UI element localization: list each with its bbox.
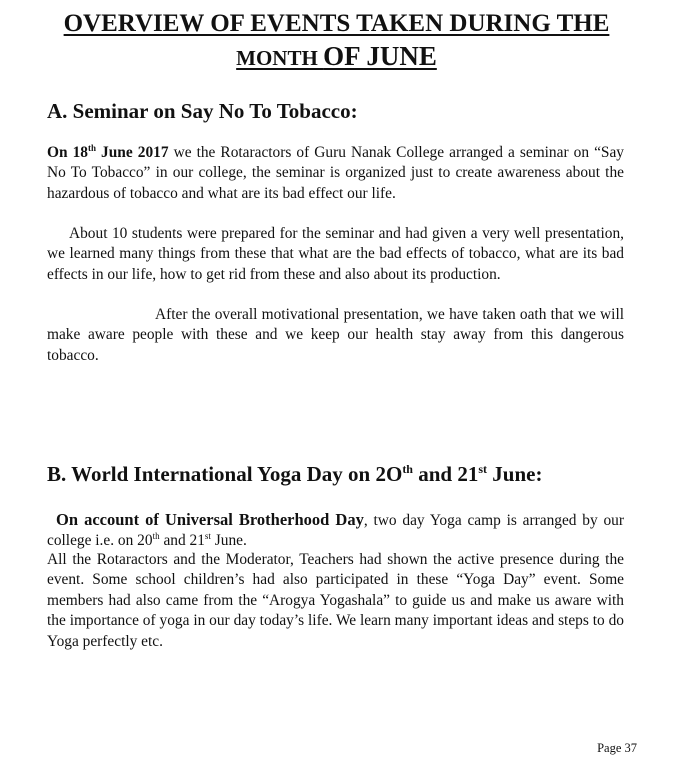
section-b-title-part-1: B. World International Yoga Day on 2O <box>47 462 403 486</box>
section-b-colon: : <box>535 462 543 486</box>
section-a-letter: A <box>47 99 63 123</box>
section-a-colon: : <box>350 99 358 123</box>
section-b-p1-text-b: and 21 <box>159 532 205 550</box>
title-of-june-text: OF JUNE <box>323 41 437 71</box>
section-b-lead: On account of Universal Brotherhood Day <box>56 510 364 529</box>
section-b-ordinal-1: th <box>402 462 413 476</box>
section-a-paragraph-3: After the overall motivational presentation, we have taken oath that we will make aware people with these and we keep our health stay away from this dangerous tobacco. <box>47 306 624 364</box>
section-b-p1-ordinal-2: st <box>204 531 211 542</box>
section-b-heading <box>47 461 542 487</box>
section-b-p1-text-a: , two day Yoga camp is arranged by our college i.e. on 20 <box>47 512 624 550</box>
date-suffix: June 2017 <box>96 144 169 161</box>
section-a-dot: . <box>62 99 68 123</box>
page-title-line-1: OVERVIEW OF EVENTS TAKEN DURING THE <box>63 10 610 37</box>
section-a-paragraph-1 <box>47 143 624 204</box>
date-ordinal: th <box>87 142 96 153</box>
page-title-line-2 <box>40 40 633 74</box>
section-b-paragraph-2: All the Rotaractors and the Moderator, Teachers had shown the active presence during the event. Some school children’s had also participated in these “Yoga Day” event. Some members had also came from the “Arogya Yogashala” to guide us and make us aware with the importance of yoga in our day today’s life. We learn many important ideas and steps to do Yoga perfectly etc. <box>47 551 624 650</box>
page-number: Page 37 <box>597 741 637 755</box>
section-b-title-part-3: June <box>487 462 536 486</box>
section-b-p1-ordinal-1: th <box>152 531 160 542</box>
section-b-title <box>47 462 535 486</box>
section-a-date-lead <box>47 144 169 161</box>
section-b-paragraph-1 <box>47 510 624 552</box>
section-b-title-part-2: and 21 <box>412 462 479 486</box>
date-prefix: On 18 <box>47 144 88 161</box>
section-b-ordinal-2: st <box>478 462 488 476</box>
title-month-text: MONTH <box>236 46 324 70</box>
section-a-title: Seminar on Say No To Tobacco <box>67 99 351 123</box>
section-a-heading <box>47 98 358 124</box>
section-a-paragraph-2: About 10 students were prepared for the seminar and had given a very well presentation, we learned many things from these that what are the bad effects of tobacco, what are its bad effects in our life, how to get rid from these and also about its production. <box>47 225 624 283</box>
section-b-p1-text-c: June. <box>210 532 247 550</box>
section-a-p1-text: we the Rotaractors of Guru Nanak College arranged a seminar on “Say No To Tobacco” in our college, the seminar is organized just to create awareness about the hazardous of tobacco and what are its bad effect our life. <box>47 144 624 202</box>
